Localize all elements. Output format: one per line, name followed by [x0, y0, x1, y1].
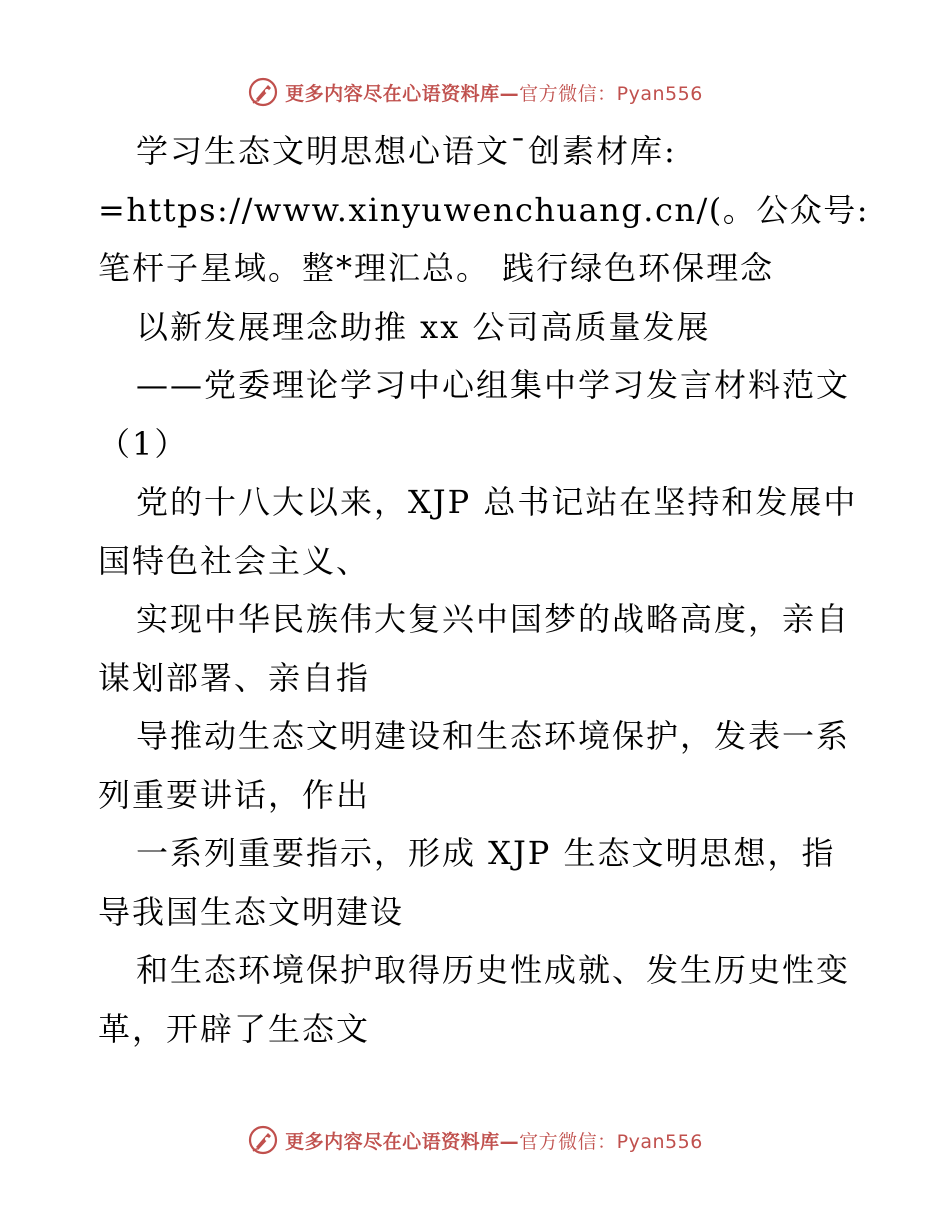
body-line: 实现中华民族伟大复兴中国梦的战略高度，亲自	[136, 600, 851, 638]
banner-main-text: 更多内容尽在心语资料库—	[285, 82, 520, 105]
pen-nib-logo-icon	[247, 76, 279, 108]
body-line: 笔杆子星域。整*理汇总。 践行绿色环保理念	[98, 249, 775, 287]
footer-watermark-banner	[0, 1120, 950, 1160]
pen-nib-logo-icon	[247, 1124, 279, 1156]
body-line: 导推动生态文明建设和生态环境保护，发表一系	[136, 717, 851, 755]
document-body	[98, 122, 870, 1058]
body-line: 导我国生态文明建设	[98, 892, 405, 931]
banner-main-text: 更多内容尽在心语资料库—	[285, 1130, 520, 1153]
document-title: 以新发展理念助推 xx 公司高质量发展	[136, 307, 711, 346]
body-line: 党的十八大以来，XJP 总书记站在坚持和发展中	[136, 483, 858, 521]
body-line: 革，开辟了生态文	[98, 1009, 371, 1048]
banner-text	[285, 79, 703, 106]
body-line: =https://www.xinyuwenchuang.cn/(。公众号:	[98, 190, 870, 229]
document-subtitle: ——党委理论学习中心组集中学习发言材料范文	[136, 366, 851, 404]
body-line: 国特色社会主义、	[98, 541, 371, 580]
header-watermark-banner	[0, 72, 950, 112]
banner-wechat-text: 官方微信：Pyan556	[519, 1130, 703, 1153]
body-line: 一系列重要指示，形成 XJP 生态文明思想，指	[136, 834, 836, 872]
banner-text	[285, 1127, 703, 1154]
body-line: 和生态环境保护取得历史性成就、发生历史性变	[136, 951, 851, 989]
body-line: 列重要讲话，作出	[98, 775, 371, 814]
body-line: （1）	[98, 424, 189, 463]
banner-wechat-text: 官方微信：Pyan556	[519, 82, 703, 105]
body-line: 谋划部署、亲自指	[98, 658, 371, 697]
body-line: 学习生态文明思想心语文¯创素材库:	[136, 132, 677, 170]
